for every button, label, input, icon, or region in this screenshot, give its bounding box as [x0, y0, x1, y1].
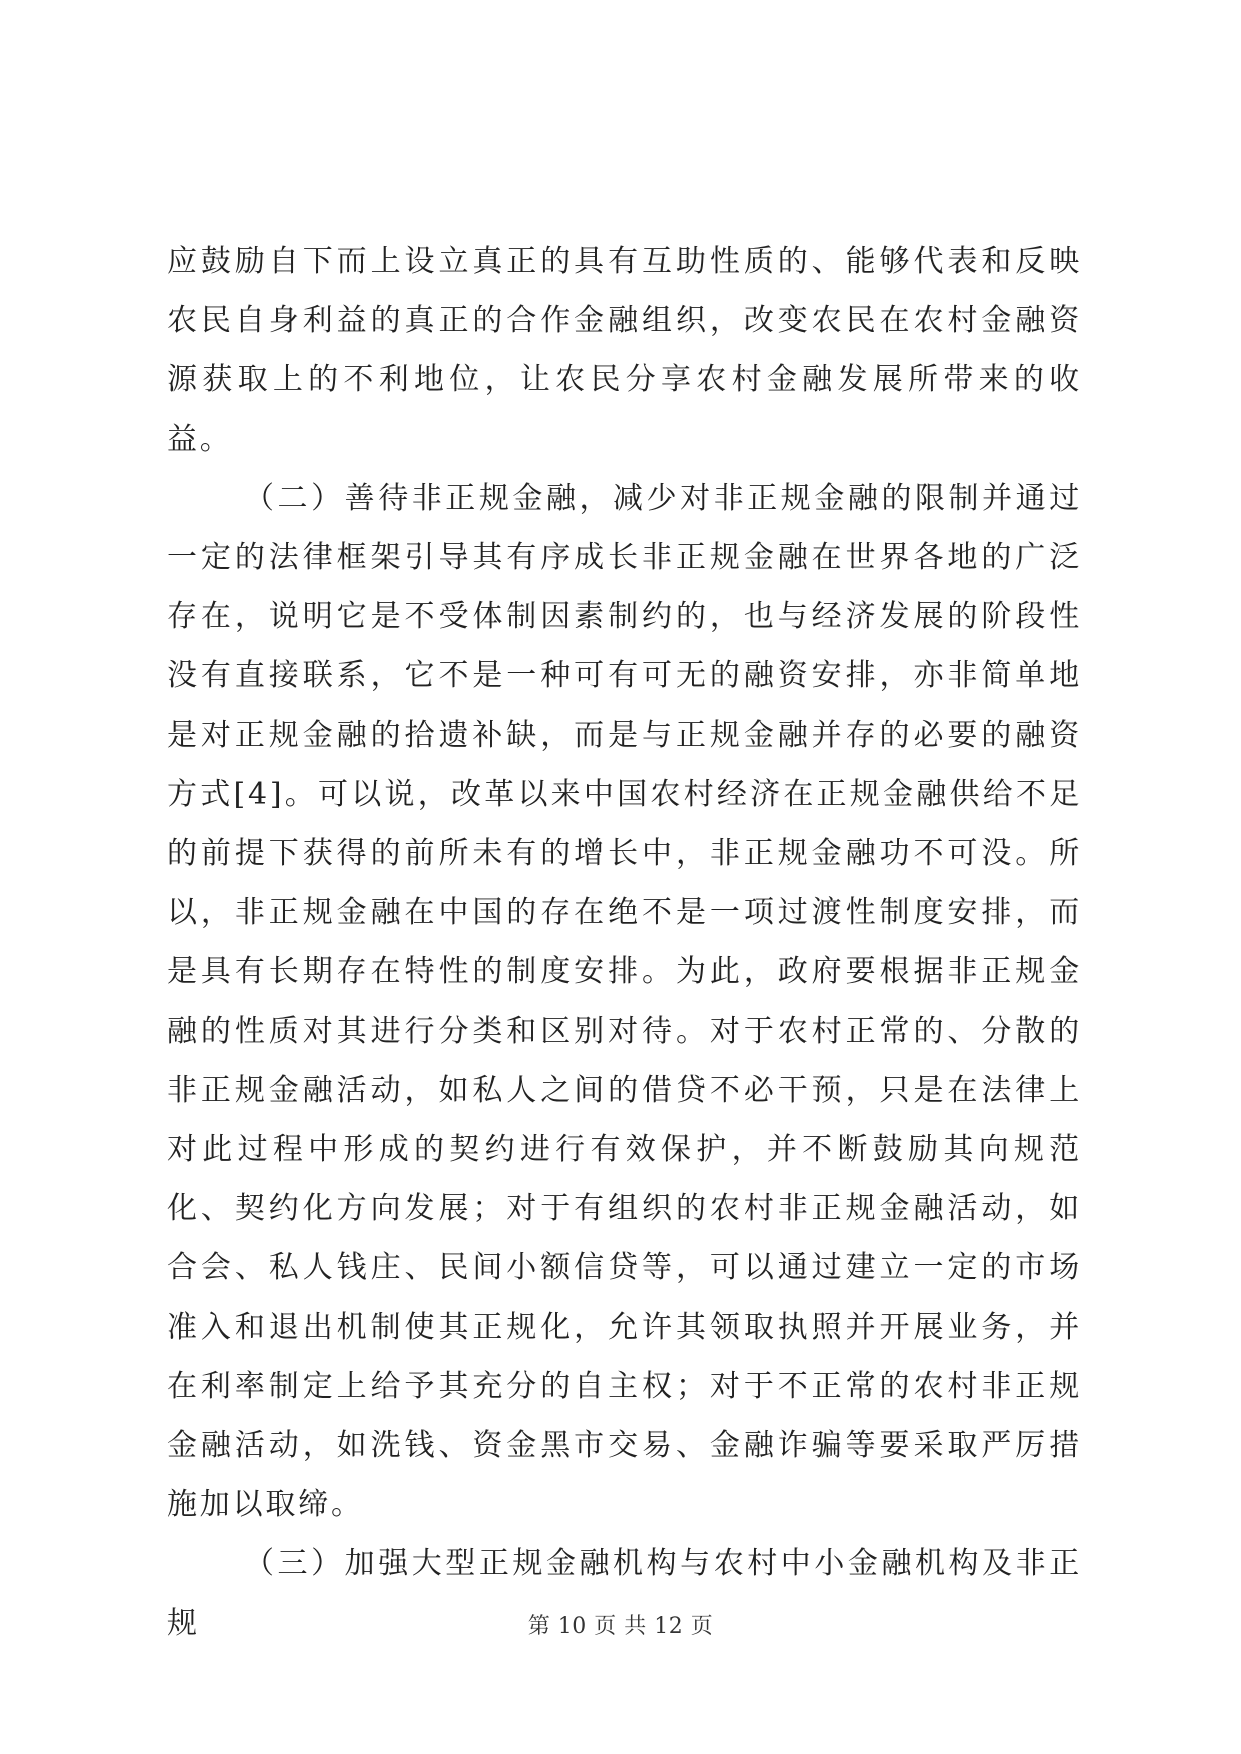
body-text	[167, 232, 1082, 1653]
paragraph-section-2: （二）善待非正规金融，减少对非正规金融的限制并通过一定的法律框架引导其有序成长非正规金融在世界各地的广泛存在，说明它是不受体制因素制约的，也与经济发展的阶段性没有直接联系，它不是一种可有可无的融资安排，亦非简单地是对正规金融的拾遗补缺，而是与正规金融并存的必要的融资方式[4]。可以说，改革以来中国农村经济在正规金融供给不足的前提下获得的前所未有的增长中，非正规金融功不可没。所以，非正规金融在中国的存在绝不是一项过渡性制度安排，而是具有长期存在特性的制度安排。为此，政府要根据非正规金融的性质对其进行分类和区别对待。对于农村正常的、分散的非正规金融活动，如私人之间的借贷不必干预，只是在法律上对此过程中形成的契约进行有效保护，并不断鼓励其向规范化、契约化方向发展；对于有组织的农村非正规金融活动，如合会、私人钱庄、民间小额信贷等，可以通过建立一定的市场准入和退出机制使其正规化，允许其领取执照并开展业务，并在利率制定上给予其充分的自主权；对于不正常的农村非正规金融活动，如洗钱、资金黑市交易、金融诈骗等要采取严厉措施加以取缔。	[167, 480, 1082, 1523]
page-footer: 第 10 页 共 12 页	[527, 1614, 714, 1639]
paragraph-continuation: 应鼓励自下而上设立真正的具有互助性质的、能够代表和反映农民自身利益的真正的合作金融组织，改变农民在农村金融资源获取上的不利地位，让农民分享农村金融发展所带来的收益。	[167, 244, 1082, 457]
paragraph-section-3: （三）加强大型正规金融机构与农村中小金融机构及非正规	[167, 1546, 1082, 1641]
